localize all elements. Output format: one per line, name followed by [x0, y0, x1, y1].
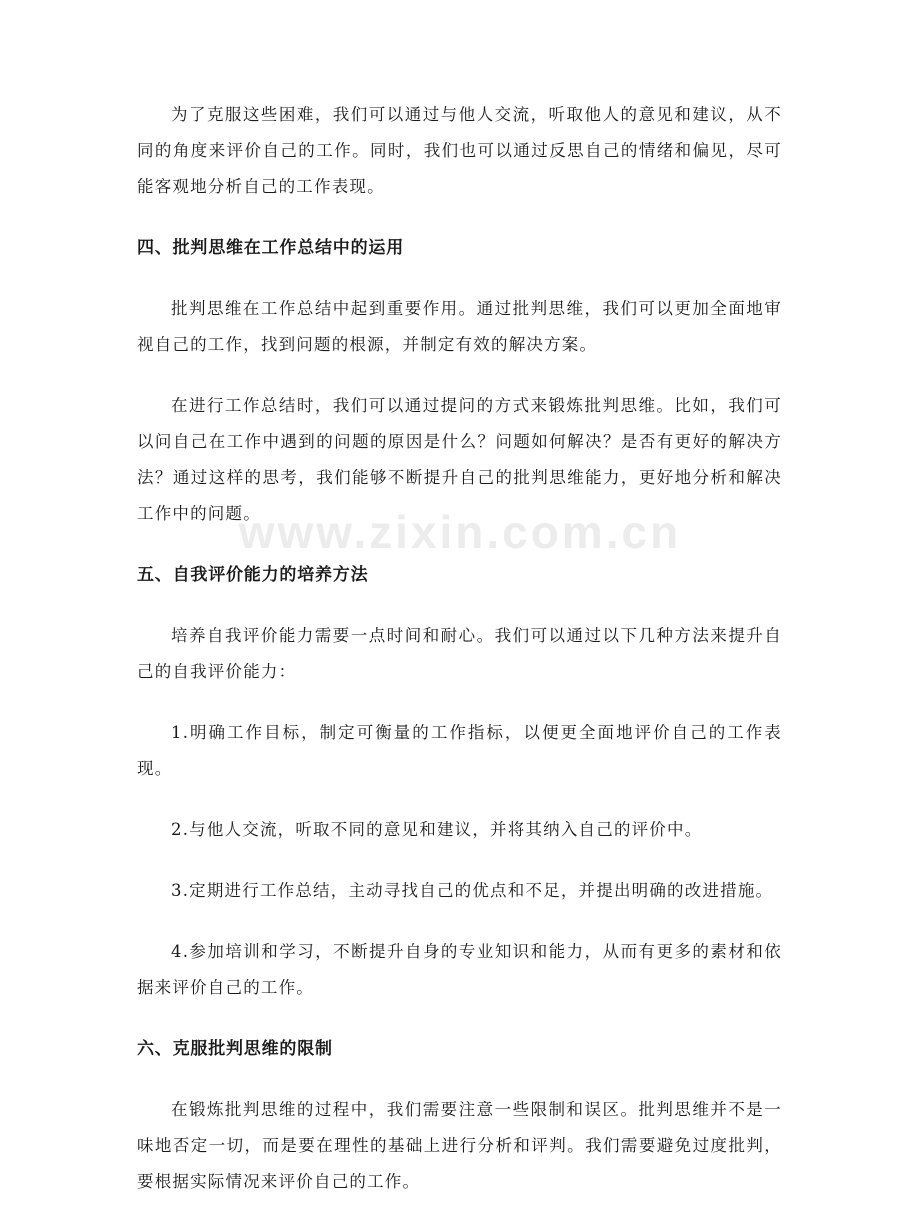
watermark: www.zixin.com.cn — [238, 506, 682, 558]
section-heading-5: 五、自我评价能力的培养方法 — [137, 565, 369, 585]
list-item-3: 3.定期进行工作总结，主动寻找自己的优点和不足，并提出明确的改进措施。 — [171, 881, 774, 900]
section-heading-4: 四、批判思维在工作总结中的运用 — [137, 238, 404, 258]
paragraph-self-evaluation-intro: 培养自我评价能力需要一点时间和耐心。我们可以通过以下几种方法来提升自己的自我评价能力： — [137, 626, 782, 681]
paragraph-critical-thinking-role: 批判思维在工作总结中起到重要作用。通过批判思维，我们可以更加全面地审视自己的工作，找到问题的根源，并制定有效的解决方案。 — [137, 299, 782, 354]
paragraph-overcome-difficulties: 为了克服这些困难，我们可以通过与他人交流，听取他人的意见和建议，从不同的角度来评价自己的工作。同时，我们也可以通过反思自己的情绪和偏见，尽可能客观地分析自己的工作表现。 — [137, 105, 782, 196]
document-body — [137, 97, 782, 1225]
list-item-1: 1.明确工作目标，制定可衡量的工作指标，以便更全面地评价自己的工作表现。 — [137, 723, 782, 778]
paragraph-limits: 在锻炼批判思维的过程中，我们需要注意一些限制和误区。批判思维并不是一味地否定一切，而是要在理性的基础上进行分析和评判。我们需要避免过度批判，要根据实际情况来评价自己的工作。 — [137, 1100, 782, 1191]
section-heading-6: 六、克服批判思维的限制 — [137, 1039, 333, 1059]
list-item-4: 4.参加培训和学习，不断提升自身的专业知识和能力，从而有更多的素材和依据来评价自己的工作。 — [137, 942, 782, 997]
paragraph-questioning: 在进行工作总结时，我们可以通过提问的方式来锻炼批判思维。比如，我们可以问自己在工作中遇到的问题的原因是什么？问题如何解决？是否有更好的解决方法？通过这样的思考，我们能够不断提升自己的批判思维能力，更好地分析和解决工作中的问题。 — [137, 396, 782, 523]
list-item-2: 2.与他人交流，听取不同的意见和建议，并将其纳入自己的评价中。 — [171, 820, 703, 839]
